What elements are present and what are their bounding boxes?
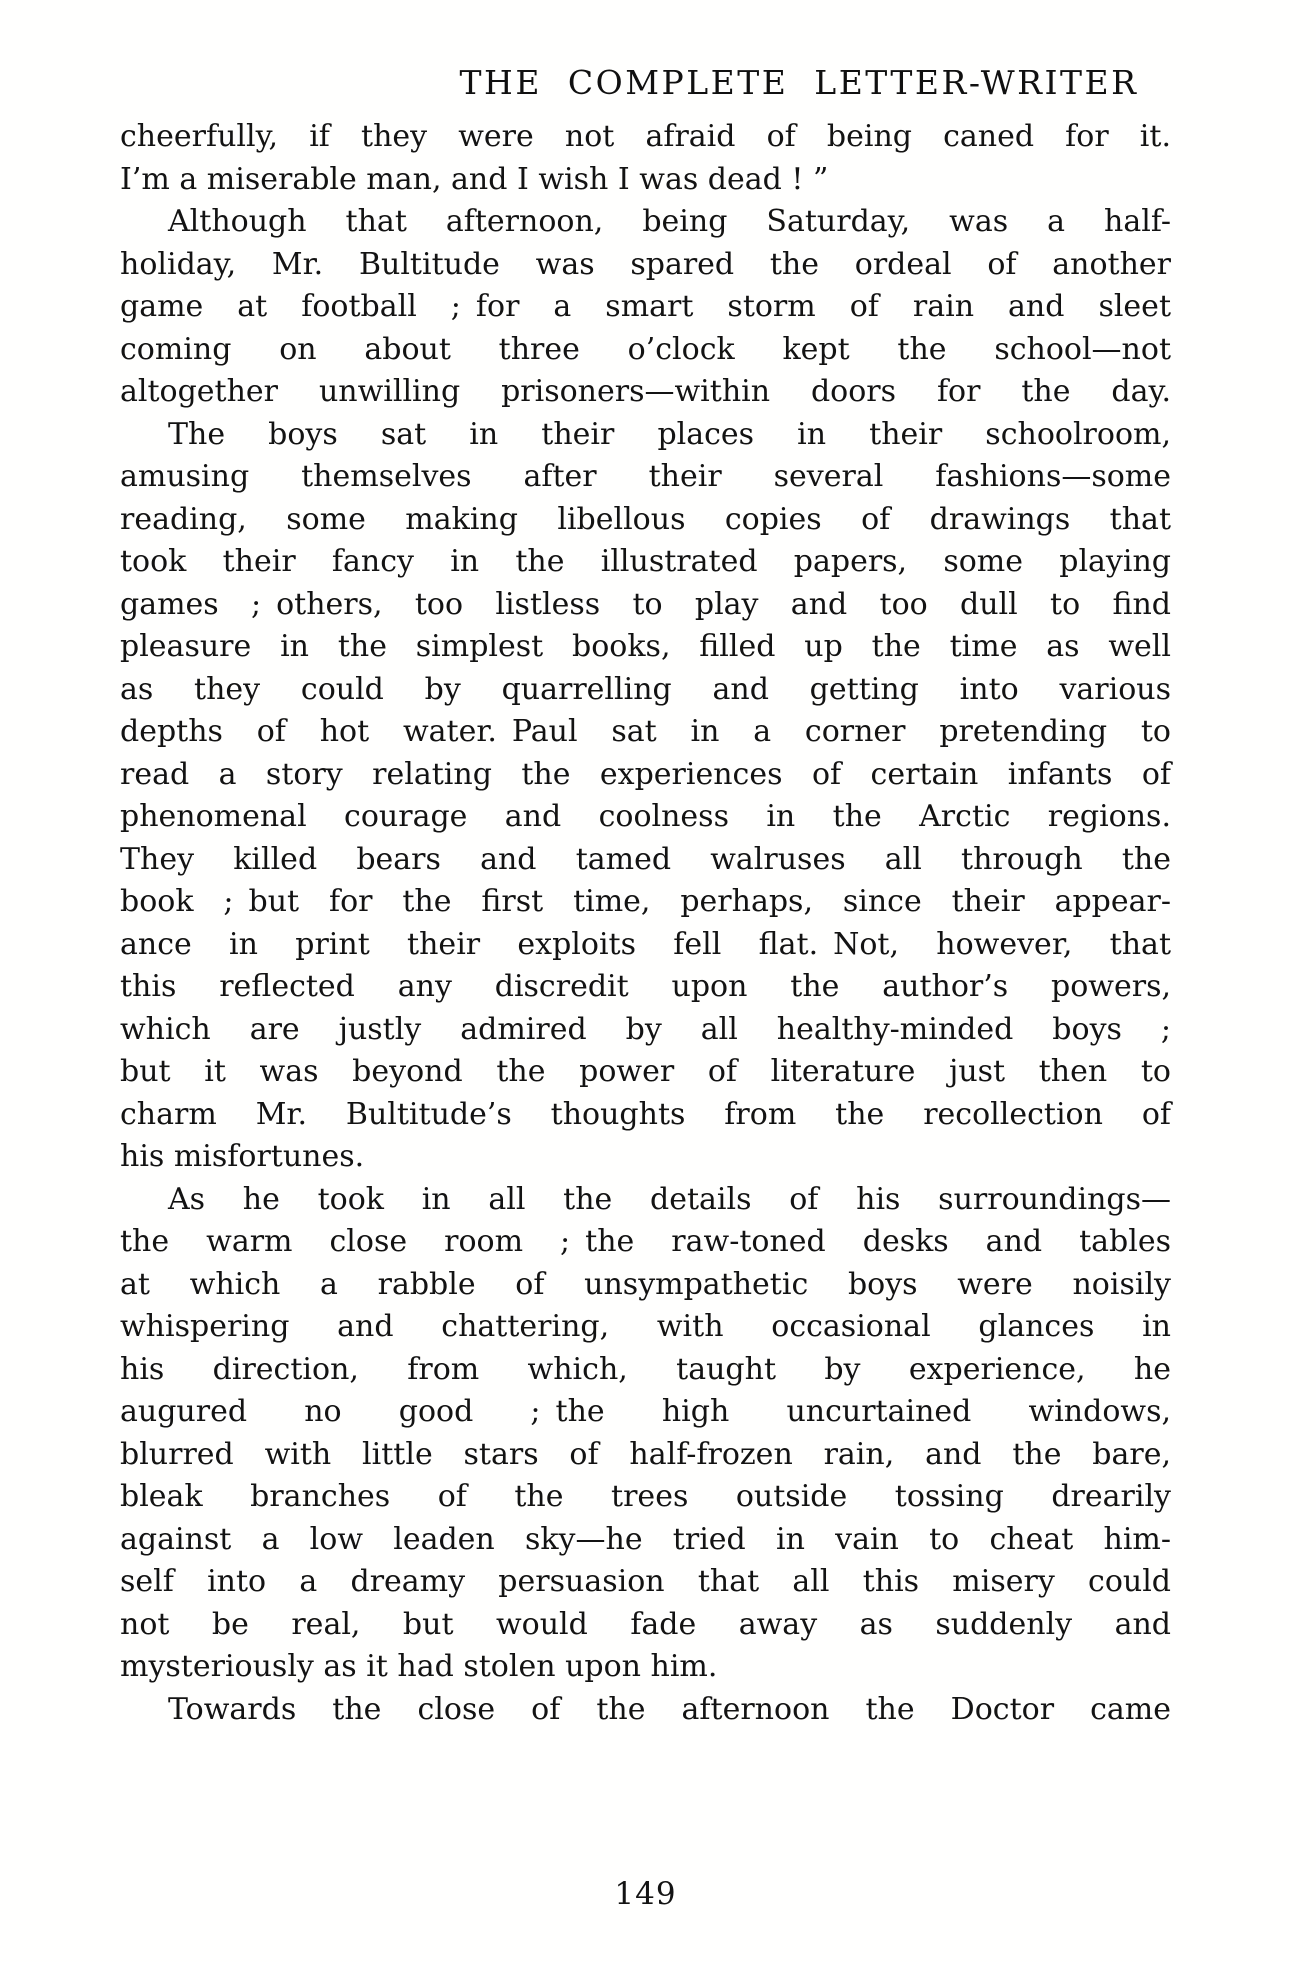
text-line: They killed bears and tamed walruses all through the (120, 841, 1171, 877)
text-line: against a low leaden sky—he tried in vain to cheat him- (120, 1521, 1171, 1557)
text-line: altogether unwilling prisoners—within doors for the day. (120, 374, 1171, 409)
text-line: at which a rabble of unsympathetic boys were noisily (120, 1266, 1171, 1302)
text-line: not be real, but would fade away as suddenly and (120, 1606, 1171, 1642)
text-line: as they could by quarrelling and getting into various (120, 671, 1171, 707)
text-line: self into a dreamy persuasion that all this misery could (120, 1564, 1171, 1599)
text-line: reading, some making libellous copies of drawings that (120, 501, 1171, 537)
text-line: phenomenal courage and coolness in the Arctic regions. (120, 799, 1171, 834)
text-line: game at football ; for a smart storm of rain and sleet (120, 289, 1171, 324)
text-line: amusing themselves after their several fashions—some (120, 459, 1171, 494)
text-line: mysteriously as it had stolen upon him. (120, 1649, 718, 1684)
text-line: this reflected any discredit upon the author’s powers, (120, 969, 1171, 1004)
text-line: read a story relating the experiences of certain infants of (120, 756, 1171, 792)
running-header: THE COMPLETE LETTER-WRITER (459, 63, 1139, 102)
text-line: his misfortunes. (120, 1139, 365, 1174)
page-body (120, 116, 1171, 1731)
text-line: coming on about three o’clock kept the school—not (120, 331, 1171, 367)
text-line: cheerfully, if they were not afraid of being caned for it. (120, 119, 1171, 154)
page-number: 149 (614, 1876, 677, 1912)
text-line: The boys sat in their places in their schoolroom, (168, 416, 1171, 452)
text-line: but it was beyond the power of literature just then to (120, 1054, 1171, 1089)
text-line: I’m a miserable man, and I wish I was dead ! ” (120, 161, 829, 197)
text-line: augured no good ; the high uncurtained windows, (120, 1394, 1171, 1429)
text-line: the warm close room ; the raw-toned desks and tables (120, 1224, 1171, 1259)
text-line: holiday, Mr. Bultitude was spared the ordeal of another (120, 246, 1171, 282)
text-line: ance in print their exploits fell flat. Not, however, that (120, 926, 1171, 962)
text-line: took their fancy in the illustrated papers, some playing (120, 544, 1171, 579)
text-line: book ; but for the first time, perhaps, since their appear- (120, 884, 1171, 919)
text-line: pleasure in the simplest books, filled up the time as well (120, 629, 1171, 664)
text-line: his direction, from which, taught by experience, he (120, 1351, 1171, 1387)
text-line: bleak branches of the trees outside tossing drearily (120, 1479, 1171, 1514)
text-line: games ; others, too listless to play and too dull to find (120, 586, 1171, 622)
text-line: depths of hot water. Paul sat in a corner pretending to (120, 714, 1171, 749)
text-line: blurred with little stars of half-frozen rain, and the bare, (120, 1436, 1171, 1472)
text-line: whispering and chattering, with occasional glances in (120, 1309, 1171, 1344)
text-line: As he took in all the details of his surroundings— (168, 1181, 1171, 1217)
text-line: which are justly admired by all healthy-minded boys ; (120, 1011, 1171, 1047)
text-line: charm Mr. Bultitude’s thoughts from the recollection of (120, 1096, 1171, 1132)
text-line: Towards the close of the afternoon the Doctor came (168, 1691, 1171, 1727)
text-line: Although that afternoon, being Saturday, was a half- (168, 204, 1171, 239)
